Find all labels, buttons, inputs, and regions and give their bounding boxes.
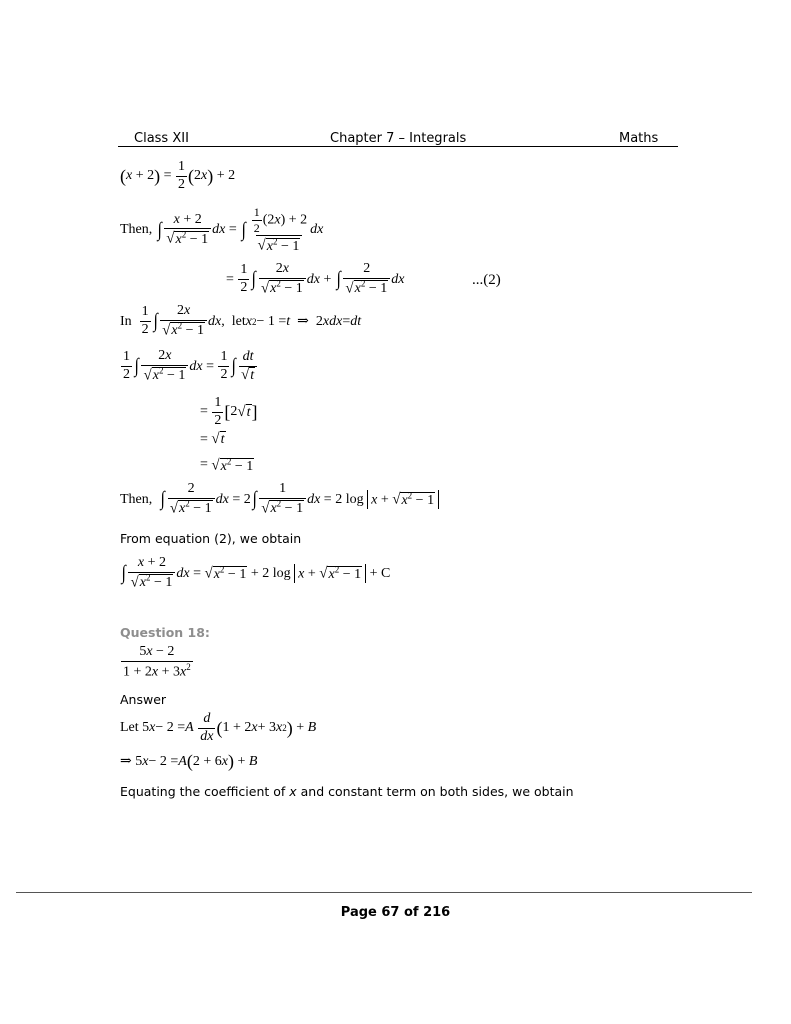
text-equating-pre: Equating the coefficient of bbox=[120, 784, 290, 799]
answer-label: Answer bbox=[120, 692, 167, 707]
page-number: Page 67 of 216 bbox=[340, 905, 451, 920]
header-class: Class XII bbox=[134, 131, 189, 146]
math-line-1: ( x + 2 ) = $\frac{1}{2}$ ( 2 x ) + 2 bbox=[120, 159, 236, 192]
math-line-4: In $\frac{1}{2}$ ∫ $\frac{2x}{√x^2 - 1}$ dx , let x 2 − 1 = t ⇒ 2 xdx = dt bbox=[120, 303, 362, 339]
math-line-8: = $√x^2 - 1$ bbox=[200, 456, 254, 474]
math-line-3: = $\frac{1}{2}$ ∫ $\frac{2x}{√x^2 - 1}$ dx + ∫ $\frac{2}{√x^2 - 1}$ dx bbox=[226, 261, 405, 297]
math-line-11: Let 5 x − 2 = A $\frac{d}{dx}$ ( 1 + 2 x + 3 x 2 ) + B bbox=[120, 711, 317, 744]
text-equating bbox=[120, 784, 574, 799]
header-subject: Maths bbox=[619, 131, 659, 146]
label-let: Let bbox=[120, 720, 139, 736]
equation-ref-2: ...(2) bbox=[472, 272, 501, 288]
text-equating-post: and constant term on both sides, we obtain bbox=[296, 784, 574, 799]
text-equating-var: x bbox=[289, 784, 297, 799]
header-chapter: Chapter 7 – Integrals bbox=[330, 131, 467, 146]
question-title: Question 18: bbox=[120, 625, 210, 640]
header-divider bbox=[118, 146, 678, 147]
math-line-10: ∫ $\frac{x + 2}{√x^2 - 1}$ dx = $√x^2 - 1$ + 2 log $x + √x^2 - 1$ + C bbox=[121, 555, 391, 591]
question-expression: $\frac{5x - 2}{1 + 2x + 3x^2}$ bbox=[123, 644, 191, 680]
math-line-6: = $\frac{1}{2}$ [ 2 √t ] bbox=[200, 395, 258, 428]
math-line-9: Then, ∫ $\frac{2}{√x^2 - 1}$ dx = 2 ∫ $\frac{1}{√x^2 - 1}$ dx = 2 log $x + √x^2 - 1$ bbox=[120, 482, 439, 517]
text-from-equation: From equation (2), we obtain bbox=[120, 531, 302, 546]
footer-divider bbox=[16, 892, 752, 893]
math-line-2: Then, ∫ $\frac{x + 2}{√x^2 - 1}$ dx = ∫ $\frac{1}{2}$ (2x) + 2 $√x^2 - 1$ dx bbox=[120, 205, 324, 254]
math-line-12: ⇒ 5 x − 2 = A ( 2 + 6 x ) + B bbox=[120, 751, 258, 771]
math-line-5: $\frac{1}{2}$ ∫ $\frac{2x}{√x^2 - 1}$ dx = $\frac{1}{2}$ ∫ $\frac{dt}{√t}$ bbox=[120, 349, 258, 384]
label-then-2: Then, bbox=[120, 491, 153, 507]
label-in: In bbox=[120, 313, 132, 329]
math-line-7: = √t bbox=[200, 431, 225, 447]
label-then-1: Then, bbox=[120, 222, 153, 238]
